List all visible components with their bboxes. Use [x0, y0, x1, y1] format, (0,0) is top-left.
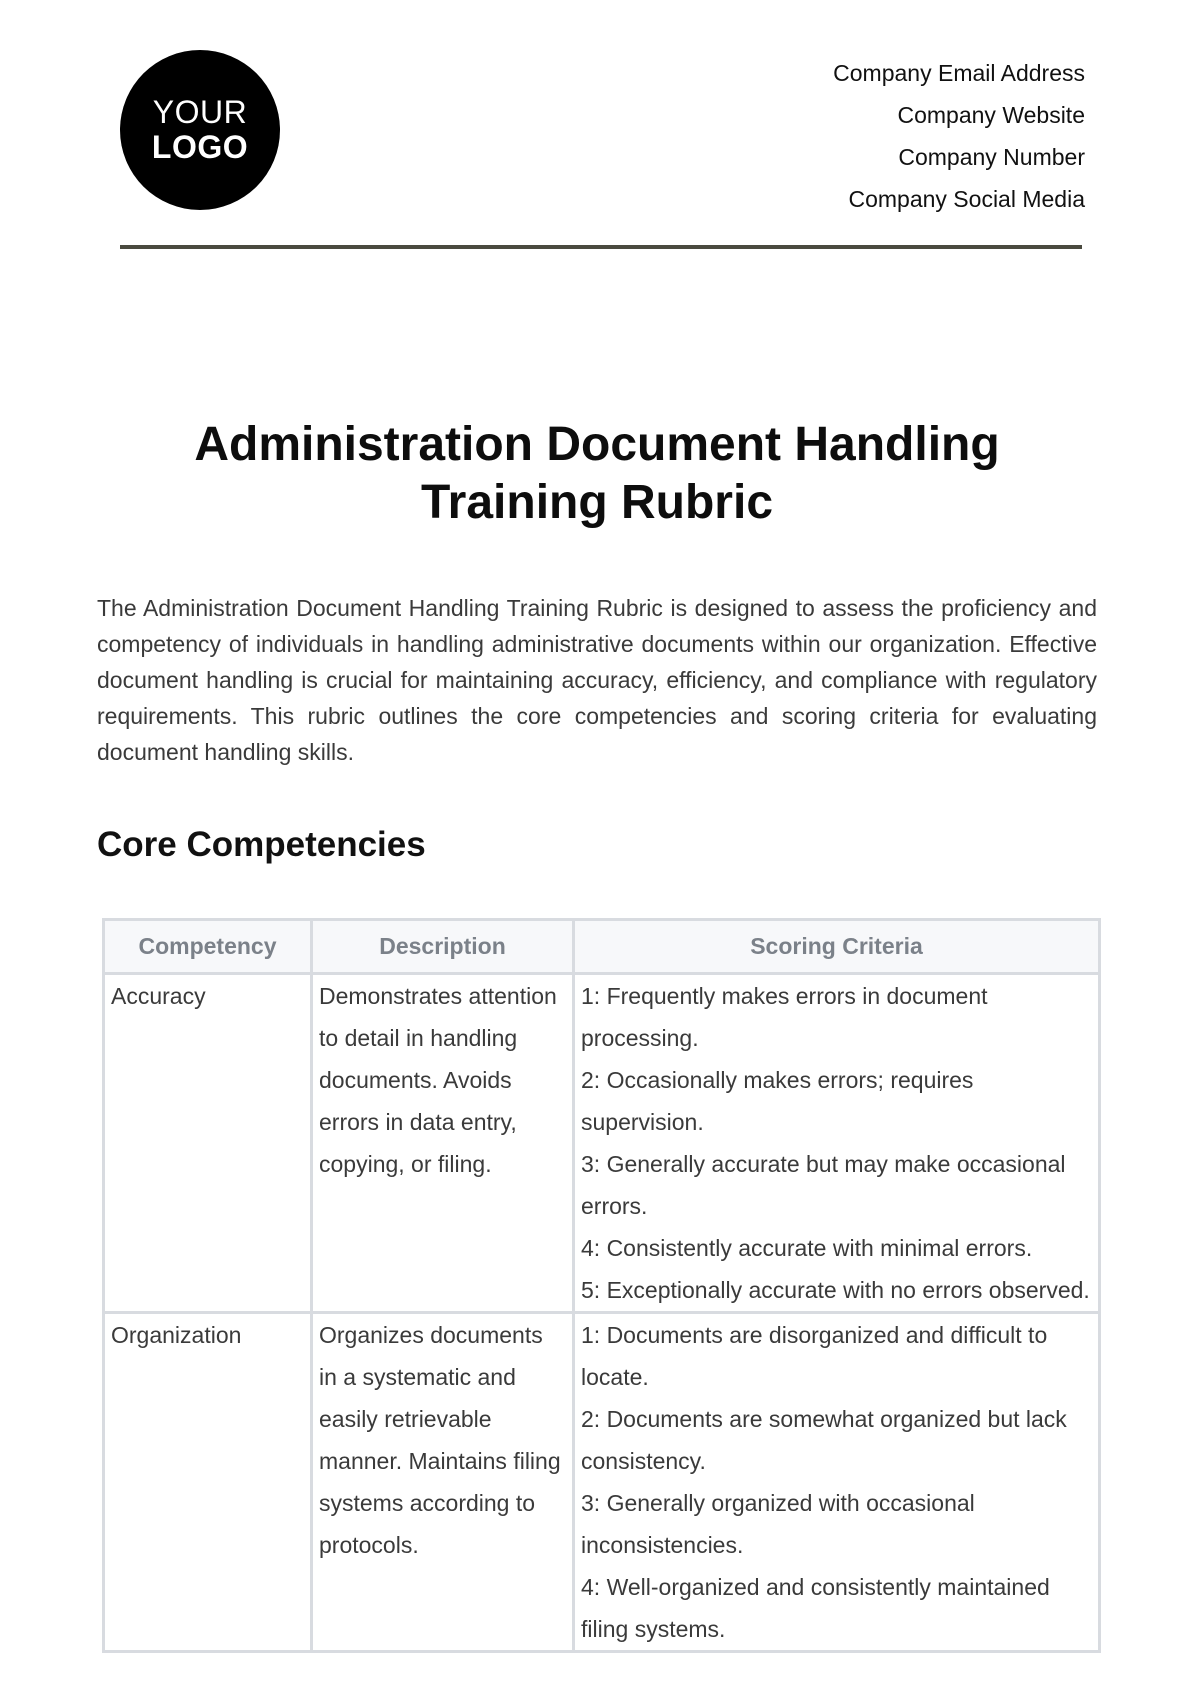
criteria-line: 5: Exceptionally accurate with no errors observed. [581, 1277, 1090, 1303]
criteria-line: 1: Documents are disorganized and difficult to locate. [581, 1322, 1048, 1390]
company-number: Company Number [898, 144, 1085, 170]
scoring-criteria-cell [574, 1313, 1100, 1652]
scoring-criteria-cell [574, 974, 1100, 1313]
header-divider [120, 245, 1082, 249]
logo-line-1: YOUR [152, 94, 248, 131]
company-contact-block [833, 52, 1085, 220]
criteria-line: 3: Generally accurate but may make occasional errors. [581, 1151, 1066, 1219]
intro-paragraph: The Administration Document Handling Training Rubric is designed to assess the proficiency and competency of individuals in handling administrative documents within our organization. Effective document handling is crucial for maintaining accuracy, efficiency, and compliance with regulatory requirements. This rubric outlines the core competencies and scoring criteria for evaluating document handling skills. [97, 595, 1097, 765]
rubric-table [102, 918, 1101, 1653]
section-heading-core-competencies: Core Competencies [97, 825, 426, 864]
description-cell: Demonstrates attention to detail in handling documents. Avoids errors in data entry, copying, or filing. [312, 974, 574, 1313]
company-social-media: Company Social Media [848, 186, 1085, 212]
column-header-competency: Competency [104, 920, 312, 974]
table-row [104, 974, 1100, 1313]
criteria-line: 4: Consistently accurate with minimal errors. [581, 1235, 1033, 1261]
criteria-line: 2: Occasionally makes errors; requires supervision. [581, 1067, 974, 1135]
competency-cell: Accuracy [104, 974, 312, 1313]
logo-line-2: LOGO [151, 129, 249, 165]
column-header-description: Description [312, 920, 574, 974]
criteria-line: 1: Frequently makes errors in document processing. [581, 983, 988, 1051]
criteria-line: 4: Well-organized and consistently maintained filing systems. [581, 1574, 1050, 1642]
company-email: Company Email Address [833, 60, 1085, 86]
document-title: Administration Document Handling Training Rubric [194, 418, 1000, 529]
table-header-row [104, 920, 1100, 974]
competency-cell: Organization [104, 1313, 312, 1652]
description-cell: Organizes documents in a systematic and easily retrievable manner. Maintains filing systems according to protocols. [312, 1313, 574, 1652]
company-logo [120, 50, 280, 210]
table-row [104, 1313, 1100, 1652]
criteria-line: 3: Generally organized with occasional inconsistencies. [581, 1490, 975, 1558]
company-website: Company Website [897, 102, 1085, 128]
column-header-scoring-criteria: Scoring Criteria [574, 920, 1100, 974]
criteria-line: 2: Documents are somewhat organized but lack consistency. [581, 1406, 1067, 1474]
